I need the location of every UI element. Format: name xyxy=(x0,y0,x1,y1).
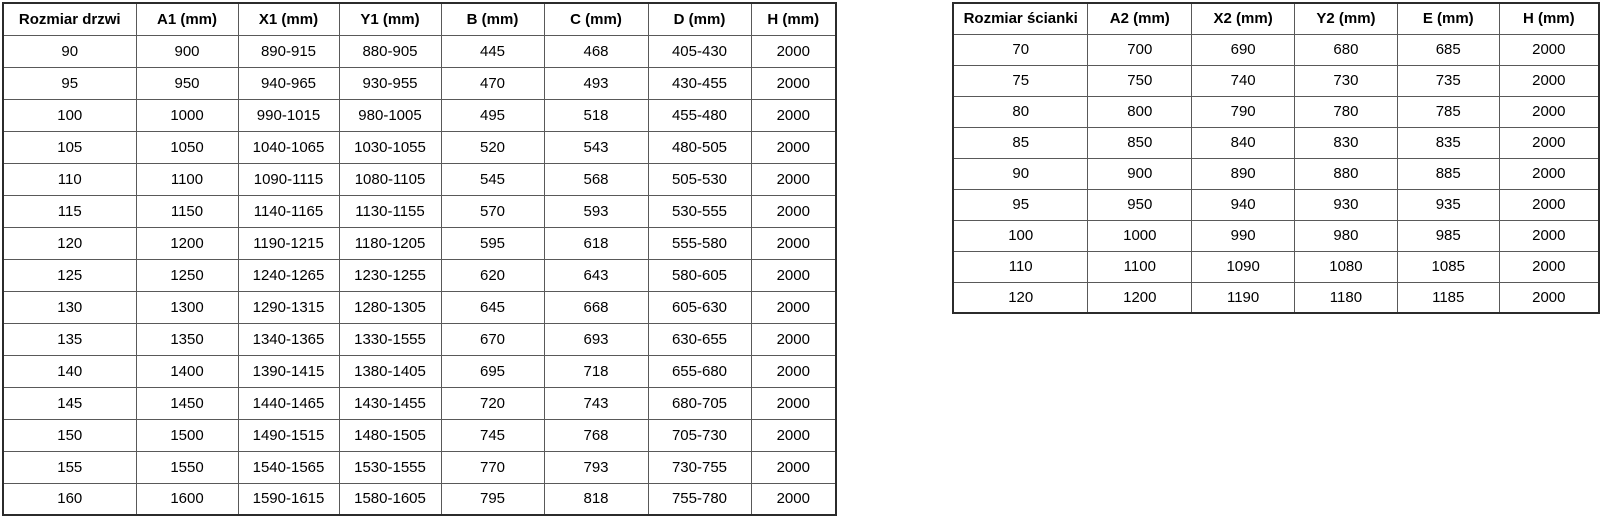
header-cell: H (mm) xyxy=(751,3,836,35)
table-row xyxy=(3,131,836,163)
table-cell: 95 xyxy=(3,67,136,99)
table-cell: 890 xyxy=(1192,158,1295,189)
header-cell: Y2 (mm) xyxy=(1295,3,1398,34)
table-cell: 2000 xyxy=(751,451,836,483)
header-cell: A2 (mm) xyxy=(1088,3,1192,34)
table-cell: 570 xyxy=(441,195,544,227)
table-cell: 493 xyxy=(544,67,648,99)
table-cell: 120 xyxy=(953,282,1088,313)
table-cell: 840 xyxy=(1192,127,1295,158)
table-cell: 700 xyxy=(1088,34,1192,65)
table-cell: 2000 xyxy=(1499,189,1599,220)
table-cell: 800 xyxy=(1088,96,1192,127)
table-cell: 930 xyxy=(1295,189,1398,220)
table-cell: 95 xyxy=(953,189,1088,220)
table-cell: 2000 xyxy=(751,99,836,131)
table-cell: 2000 xyxy=(1499,158,1599,189)
table-cell: 690 xyxy=(1192,34,1295,65)
table-cell: 793 xyxy=(544,451,648,483)
table-cell: 2000 xyxy=(751,387,836,419)
table-cell: 105 xyxy=(3,131,136,163)
table-cell: 543 xyxy=(544,131,648,163)
table-row xyxy=(953,65,1599,96)
table-cell: 580-605 xyxy=(648,259,751,291)
table-cell: 595 xyxy=(441,227,544,259)
table-cell: 1280-1305 xyxy=(339,291,441,323)
table-cell: 2000 xyxy=(1499,34,1599,65)
table-cell: 593 xyxy=(544,195,648,227)
table-cell: 980-1005 xyxy=(339,99,441,131)
table-cell: 1550 xyxy=(136,451,238,483)
table-cell: 1590-1615 xyxy=(238,483,339,515)
table-cell: 745 xyxy=(441,419,544,451)
table-cell: 545 xyxy=(441,163,544,195)
table-cell: 1190-1215 xyxy=(238,227,339,259)
table-cell: 2000 xyxy=(751,355,836,387)
table-cell: 900 xyxy=(1088,158,1192,189)
header-cell: A1 (mm) xyxy=(136,3,238,35)
table-cell: 2000 xyxy=(751,35,836,67)
header-cell: H (mm) xyxy=(1499,3,1599,34)
table-row xyxy=(3,227,836,259)
table-cell: 605-630 xyxy=(648,291,751,323)
table-cell: 1540-1565 xyxy=(238,451,339,483)
table-cell: 160 xyxy=(3,483,136,515)
table-cell: 1180-1205 xyxy=(339,227,441,259)
table-cell: 750 xyxy=(1088,65,1192,96)
table-cell: 705-730 xyxy=(648,419,751,451)
table-cell: 1600 xyxy=(136,483,238,515)
table-cell: 620 xyxy=(441,259,544,291)
table-cell: 470 xyxy=(441,67,544,99)
table-cell: 785 xyxy=(1397,96,1499,127)
table-cell: 115 xyxy=(3,195,136,227)
table-cell: 1100 xyxy=(136,163,238,195)
table-cell: 630-655 xyxy=(648,323,751,355)
panel-table-header-row xyxy=(953,3,1599,34)
table-cell: 1480-1505 xyxy=(339,419,441,451)
table-cell: 990 xyxy=(1192,220,1295,251)
table-cell: 1200 xyxy=(1088,282,1192,313)
table-cell: 790 xyxy=(1192,96,1295,127)
table-cell: 1040-1065 xyxy=(238,131,339,163)
door-size-table xyxy=(2,2,837,516)
table-cell: 495 xyxy=(441,99,544,131)
table-row xyxy=(3,99,836,131)
table-cell: 2000 xyxy=(1499,220,1599,251)
table-cell: 110 xyxy=(3,163,136,195)
table-cell: 2000 xyxy=(751,67,836,99)
table-row xyxy=(3,259,836,291)
table-cell: 2000 xyxy=(1499,127,1599,158)
table-cell: 1030-1055 xyxy=(339,131,441,163)
table-row xyxy=(953,220,1599,251)
table-cell: 530-555 xyxy=(648,195,751,227)
table-cell: 140 xyxy=(3,355,136,387)
table-cell: 935 xyxy=(1397,189,1499,220)
table-cell: 890-915 xyxy=(238,35,339,67)
table-cell: 100 xyxy=(953,220,1088,251)
table-cell: 150 xyxy=(3,419,136,451)
table-cell: 1230-1255 xyxy=(339,259,441,291)
table-row xyxy=(3,163,836,195)
header-cell: B (mm) xyxy=(441,3,544,35)
table-cell: 980 xyxy=(1295,220,1398,251)
table-cell: 1100 xyxy=(1088,251,1192,282)
table-cell: 885 xyxy=(1397,158,1499,189)
table-row xyxy=(3,323,836,355)
header-cell: C (mm) xyxy=(544,3,648,35)
table-cell: 2000 xyxy=(1499,96,1599,127)
table-cell: 720 xyxy=(441,387,544,419)
table-cell: 1085 xyxy=(1397,251,1499,282)
table-row xyxy=(3,67,836,99)
table-cell: 1380-1405 xyxy=(339,355,441,387)
table-cell: 100 xyxy=(3,99,136,131)
header-cell: E (mm) xyxy=(1397,3,1499,34)
table-cell: 990-1015 xyxy=(238,99,339,131)
table-row xyxy=(3,355,836,387)
table-cell: 2000 xyxy=(751,131,836,163)
table-row xyxy=(3,419,836,451)
table-cell: 1185 xyxy=(1397,282,1499,313)
table-cell: 2000 xyxy=(751,195,836,227)
table-cell: 1340-1365 xyxy=(238,323,339,355)
table-cell: 90 xyxy=(953,158,1088,189)
table-cell: 2000 xyxy=(751,483,836,515)
table-cell: 940 xyxy=(1192,189,1295,220)
table-cell: 568 xyxy=(544,163,648,195)
table-cell: 1150 xyxy=(136,195,238,227)
table-cell: 1400 xyxy=(136,355,238,387)
table-cell: 70 xyxy=(953,34,1088,65)
table-cell: 2000 xyxy=(1499,65,1599,96)
table-cell: 768 xyxy=(544,419,648,451)
table-row xyxy=(953,158,1599,189)
table-row xyxy=(953,96,1599,127)
table-cell: 1580-1605 xyxy=(339,483,441,515)
table-cell: 670 xyxy=(441,323,544,355)
table-cell: 555-580 xyxy=(648,227,751,259)
table-cell: 850 xyxy=(1088,127,1192,158)
table-cell: 2000 xyxy=(751,419,836,451)
table-cell: 480-505 xyxy=(648,131,751,163)
header-cell: Rozmiar ścianki xyxy=(953,3,1088,34)
table-cell: 80 xyxy=(953,96,1088,127)
table-cell: 1090-1115 xyxy=(238,163,339,195)
table-cell: 430-455 xyxy=(648,67,751,99)
table-row xyxy=(3,387,836,419)
table-cell: 1530-1555 xyxy=(339,451,441,483)
table-cell: 685 xyxy=(1397,34,1499,65)
table-cell: 125 xyxy=(3,259,136,291)
table-cell: 818 xyxy=(544,483,648,515)
table-cell: 770 xyxy=(441,451,544,483)
table-cell: 2000 xyxy=(1499,282,1599,313)
table-cell: 1200 xyxy=(136,227,238,259)
table-cell: 520 xyxy=(441,131,544,163)
table-cell: 130 xyxy=(3,291,136,323)
table-cell: 668 xyxy=(544,291,648,323)
table-cell: 110 xyxy=(953,251,1088,282)
table-cell: 455-480 xyxy=(648,99,751,131)
header-cell: D (mm) xyxy=(648,3,751,35)
header-cell: X2 (mm) xyxy=(1192,3,1295,34)
table-cell: 730 xyxy=(1295,65,1398,96)
table-row xyxy=(953,282,1599,313)
table-cell: 1330-1555 xyxy=(339,323,441,355)
wall-panel-size-table xyxy=(952,2,1600,314)
table-cell: 735 xyxy=(1397,65,1499,96)
table-cell: 985 xyxy=(1397,220,1499,251)
table-row xyxy=(3,291,836,323)
table-row xyxy=(3,451,836,483)
table-cell: 930-955 xyxy=(339,67,441,99)
table-cell: 1000 xyxy=(1088,220,1192,251)
door-table-header-row xyxy=(3,3,836,35)
table-cell: 1350 xyxy=(136,323,238,355)
table-cell: 1300 xyxy=(136,291,238,323)
table-cell: 2000 xyxy=(751,323,836,355)
table-cell: 75 xyxy=(953,65,1088,96)
table-cell: 880-905 xyxy=(339,35,441,67)
table-cell: 1490-1515 xyxy=(238,419,339,451)
table-cell: 755-780 xyxy=(648,483,751,515)
table-cell: 90 xyxy=(3,35,136,67)
table-cell: 780 xyxy=(1295,96,1398,127)
table-cell: 505-530 xyxy=(648,163,751,195)
table-cell: 145 xyxy=(3,387,136,419)
table-cell: 880 xyxy=(1295,158,1398,189)
table-cell: 693 xyxy=(544,323,648,355)
table-cell: 1080 xyxy=(1295,251,1398,282)
table-cell: 445 xyxy=(441,35,544,67)
table-cell: 1430-1455 xyxy=(339,387,441,419)
header-cell: Y1 (mm) xyxy=(339,3,441,35)
table-cell: 405-430 xyxy=(648,35,751,67)
table-cell: 1180 xyxy=(1295,282,1398,313)
table-row xyxy=(953,189,1599,220)
table-cell: 1290-1315 xyxy=(238,291,339,323)
table-cell: 1090 xyxy=(1192,251,1295,282)
table-cell: 900 xyxy=(136,35,238,67)
table-cell: 1000 xyxy=(136,99,238,131)
table-cell: 1080-1105 xyxy=(339,163,441,195)
table-cell: 2000 xyxy=(1499,251,1599,282)
table-cell: 795 xyxy=(441,483,544,515)
table-cell: 718 xyxy=(544,355,648,387)
table-cell: 730-755 xyxy=(648,451,751,483)
table-cell: 2000 xyxy=(751,163,836,195)
table-cell: 518 xyxy=(544,99,648,131)
table-cell: 120 xyxy=(3,227,136,259)
table-cell: 835 xyxy=(1397,127,1499,158)
table-cell: 743 xyxy=(544,387,648,419)
table-cell: 740 xyxy=(1192,65,1295,96)
table-cell: 1390-1415 xyxy=(238,355,339,387)
table-cell: 1440-1465 xyxy=(238,387,339,419)
table-cell: 1500 xyxy=(136,419,238,451)
table-cell: 950 xyxy=(1088,189,1192,220)
table-row xyxy=(953,34,1599,65)
table-cell: 2000 xyxy=(751,291,836,323)
table-cell: 695 xyxy=(441,355,544,387)
table-row xyxy=(3,195,836,227)
table-cell: 1240-1265 xyxy=(238,259,339,291)
table-cell: 2000 xyxy=(751,259,836,291)
table-cell: 680 xyxy=(1295,34,1398,65)
table-cell: 135 xyxy=(3,323,136,355)
table-cell: 1450 xyxy=(136,387,238,419)
table-row xyxy=(953,127,1599,158)
table-cell: 1050 xyxy=(136,131,238,163)
table-cell: 1250 xyxy=(136,259,238,291)
table-cell: 1130-1155 xyxy=(339,195,441,227)
table-cell: 618 xyxy=(544,227,648,259)
table-cell: 940-965 xyxy=(238,67,339,99)
header-cell: Rozmiar drzwi xyxy=(3,3,136,35)
header-cell: X1 (mm) xyxy=(238,3,339,35)
table-cell: 830 xyxy=(1295,127,1398,158)
table-cell: 2000 xyxy=(751,227,836,259)
table-row xyxy=(953,251,1599,282)
table-cell: 468 xyxy=(544,35,648,67)
table-cell: 643 xyxy=(544,259,648,291)
table-cell: 1190 xyxy=(1192,282,1295,313)
table-cell: 1140-1165 xyxy=(238,195,339,227)
table-cell: 645 xyxy=(441,291,544,323)
table-cell: 655-680 xyxy=(648,355,751,387)
table-cell: 85 xyxy=(953,127,1088,158)
table-cell: 950 xyxy=(136,67,238,99)
table-cell: 155 xyxy=(3,451,136,483)
table-row xyxy=(3,35,836,67)
table-cell: 680-705 xyxy=(648,387,751,419)
table-row xyxy=(3,483,836,515)
